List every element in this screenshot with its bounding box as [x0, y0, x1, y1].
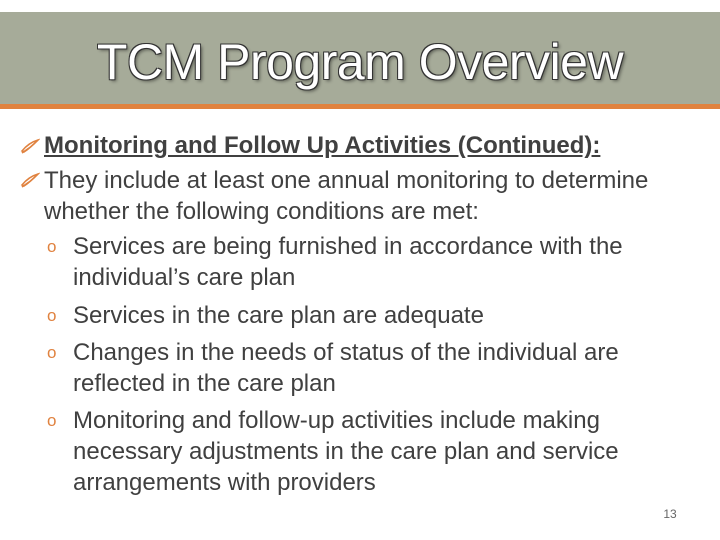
sub-bullet-marker: o: [47, 306, 57, 325]
sub-item-4: Monitoring and follow-up activities include making necessary adjustments in the care plan and service arrangements with providers: [73, 407, 619, 496]
intro-text: They include at least one annual monitoring to determine whether the following conditions are met:: [44, 167, 649, 225]
sub-bullet-marker: o: [47, 411, 57, 430]
feather-bullet-icon: [20, 136, 40, 156]
slide-title: TCM Program Overview: [96, 34, 624, 90]
sub-item-3: Changes in the needs of status of the individual are reflected in the care plan: [73, 339, 619, 397]
section-heading: Monitoring and Follow Up Activities (Continued):: [44, 132, 601, 159]
sub-item-1: Services are being furnished in accordance with the individual’s care plan: [73, 233, 623, 291]
sub-bullet-marker: o: [47, 343, 57, 362]
title-bar: [0, 12, 720, 109]
feather-bullet-icon: [20, 170, 40, 190]
sub-item-2: Services in the care plan are adequate: [73, 302, 484, 329]
sub-bullet-marker: o: [47, 237, 57, 256]
page-number: 13: [663, 507, 677, 521]
